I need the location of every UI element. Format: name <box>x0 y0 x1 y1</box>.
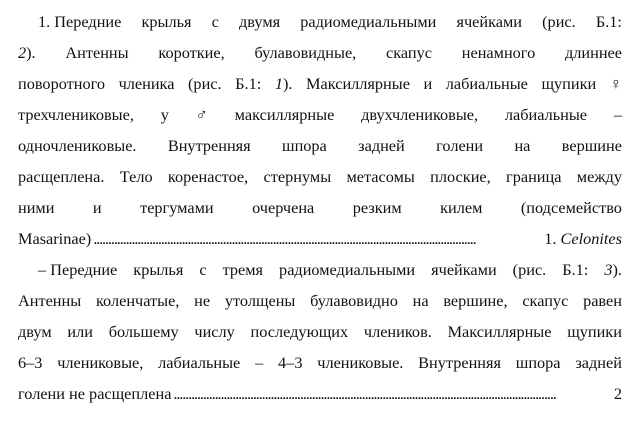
leader-dots <box>93 227 542 251</box>
word: ячейками <box>431 260 497 279</box>
word: ячейками <box>456 12 523 31</box>
word: 6–3 <box>18 353 43 372</box>
word: не <box>194 291 211 310</box>
word: у <box>160 105 169 124</box>
couplet-2-last-text: голени не расщеплена <box>18 384 172 403</box>
couplet-2-line-3 <box>18 320 622 344</box>
word: между <box>576 167 622 186</box>
couplet-1-result: 1. Celonites <box>544 229 622 248</box>
word: числу <box>194 322 235 341</box>
word: очерчена <box>252 198 315 217</box>
word: 2). <box>18 43 36 62</box>
couplet-1-last-line <box>18 227 622 251</box>
word: максиллярные <box>234 105 335 124</box>
word: тремя <box>222 260 264 279</box>
couplet-1-line-5 <box>18 134 622 158</box>
word: лабиальные <box>445 74 528 93</box>
word: ♀ <box>609 74 622 93</box>
couplet-2-result: 2 <box>613 384 622 403</box>
word: 1). <box>274 74 293 93</box>
word: на <box>412 291 429 310</box>
word: Максиллярные <box>306 74 410 93</box>
word: членика <box>118 74 175 93</box>
word: (подсемейство <box>520 198 622 217</box>
couplet-1-line-4 <box>18 103 622 127</box>
word: расщеплена. <box>18 167 105 186</box>
word: 1. Передние <box>38 12 122 31</box>
word: Внутренняя <box>418 353 501 372</box>
word: щупики <box>541 74 597 93</box>
word: большему <box>108 322 179 341</box>
word: и <box>423 74 433 93</box>
word: двумя <box>239 12 281 31</box>
word: булавовидно <box>310 291 398 310</box>
word: 3). <box>604 260 622 279</box>
word: на <box>514 136 531 155</box>
word: Б.1: <box>595 12 622 31</box>
word: ♂ <box>195 105 208 124</box>
word: радиомедиальными <box>279 260 416 279</box>
word: утолщены <box>224 291 296 310</box>
leader-dots <box>173 382 611 406</box>
word: или <box>67 322 93 341</box>
word: – <box>255 353 264 372</box>
word: крылья <box>133 260 184 279</box>
word: (рис. <box>188 74 222 93</box>
word: двухчлениковые, <box>361 105 479 124</box>
word: – Передние <box>38 260 118 279</box>
word: длиннее <box>564 43 622 62</box>
couplet-2-line-2 <box>18 289 622 313</box>
word: последующих <box>250 322 349 341</box>
word: короткие, <box>158 43 225 62</box>
couplet-1-line-7 <box>18 196 622 220</box>
word: шпора <box>282 136 327 155</box>
word: трехчлениковые, <box>18 105 134 124</box>
word: булавовидные, <box>254 43 357 62</box>
word: Антенны <box>65 43 129 62</box>
word: лабиальные <box>504 105 588 124</box>
couplet-2-last-line <box>18 382 622 406</box>
word: задней <box>575 353 622 372</box>
word: Б.1: <box>562 260 589 279</box>
word: резким <box>352 198 402 217</box>
word: вершине <box>561 136 622 155</box>
word: коленчатые, <box>95 291 180 310</box>
word: (рис. <box>512 260 547 279</box>
word: 4–3 <box>278 353 303 372</box>
word: шпора <box>515 353 561 372</box>
word: задней <box>358 136 405 155</box>
word: плоские, <box>430 167 491 186</box>
couplet-1-line-6 <box>18 165 622 189</box>
word: щупики <box>567 322 622 341</box>
word: ними <box>18 198 55 217</box>
word: члениковые, <box>57 353 144 372</box>
word: с <box>199 260 207 279</box>
couplet-2-line-4 <box>18 351 622 375</box>
word: члениковые. <box>317 353 404 372</box>
word: голени <box>436 136 484 155</box>
word: стернумы <box>263 167 332 186</box>
couplet-1-line-3 <box>18 72 622 96</box>
word: граница <box>506 167 562 186</box>
word: двум <box>18 322 52 341</box>
word: радиомедиальными <box>300 12 437 31</box>
couplet-1-last-text: Masarinae) <box>18 229 92 248</box>
word: Максиллярные <box>447 322 552 341</box>
word: и <box>92 198 102 217</box>
word: Тело <box>119 167 153 186</box>
word: Внутренняя <box>167 136 251 155</box>
word: Б.1: <box>235 74 262 93</box>
word: Антенны <box>18 291 82 310</box>
couplet-2-line-1 <box>38 258 622 282</box>
word: поворотного <box>18 74 106 93</box>
word: – <box>613 105 622 124</box>
word: равен <box>583 291 622 310</box>
word: вершине, <box>443 291 508 310</box>
word: скапус <box>386 43 432 62</box>
word: метасомы <box>346 167 415 186</box>
word: лабиальные <box>158 353 241 372</box>
word: скапус <box>522 291 569 310</box>
word: ненамного <box>461 43 536 62</box>
word: крылья <box>141 12 192 31</box>
word: (рис. <box>542 12 576 31</box>
word: коренастое, <box>167 167 249 186</box>
word: одночлениковые. <box>18 136 137 155</box>
couplet-1-line-2 <box>18 41 622 65</box>
couplet-1-line-1 <box>38 10 622 34</box>
word: тергумами <box>140 198 214 217</box>
word: с <box>211 12 219 31</box>
word: члеников. <box>363 322 432 341</box>
word: килем <box>440 198 483 217</box>
